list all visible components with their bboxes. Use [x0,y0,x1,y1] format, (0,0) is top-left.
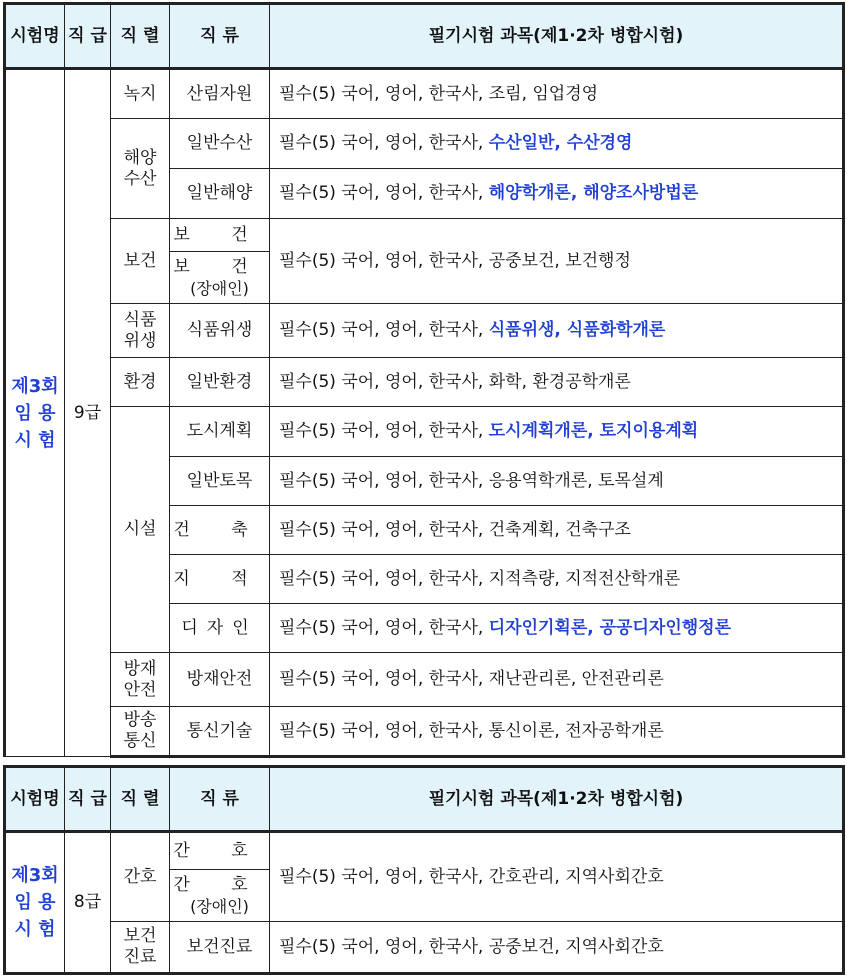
subjects-cell [270,922,844,974]
header-grade: 직 급 [65,4,111,69]
subjects-cell [270,707,844,757]
subjects-cell [270,119,844,169]
specific-subjects: 식품위생, 식품화학개론 [488,320,666,340]
category-cell: 디자인 [170,604,270,653]
category-cell: 지 적 [170,555,270,604]
subjects-cell [270,304,844,358]
specific-subjects: 재난관리론, 안전관리론 [488,669,664,689]
exam-name-cell [5,832,65,974]
exam-subjects-table-8grade [3,765,845,975]
common-subjects: 필수(5) 국어, 영어, 한국사, [279,371,489,392]
specific-subjects: 수산일반, 수산경영 [488,133,633,153]
specific-subjects: 건축계획, 건축구조 [488,519,631,540]
category-cell: 보건진료 [170,922,270,974]
series-line: 통신 [123,731,157,751]
specific-subjects: 지적측량, 지적전산학개론 [488,568,681,589]
table-header-row [5,4,844,69]
table-row [5,219,844,252]
header-category: 직 류 [170,4,270,69]
series-cell-health-care [111,922,170,974]
series-line: 방송 [123,710,157,730]
table-row [5,707,844,757]
table-row [5,358,844,407]
table-row [5,922,844,974]
category-cell: 산림자원 [170,69,270,119]
header-subjects: 필기시험 과목(제1·2차 병합시험) [270,767,844,832]
category-cell [170,870,270,922]
specific-subjects: 간호관리, 지역사회간호 [488,866,664,887]
common-subjects: 필수(5) 국어, 영어, 한국사, [279,519,489,540]
category-cell: 도시계획 [170,407,270,457]
specific-subjects: 화학, 환경공학개론 [488,371,631,392]
specific-subjects: 도시계획개론, 토지이용계획 [488,421,699,441]
common-subjects: 필수(5) 국어, 영어, 한국사, [279,669,489,689]
category-sub-line: (장애인) [190,278,249,298]
series-cell-broadcast [111,707,170,757]
common-subjects: 필수(5) 국어, 영어, 한국사, [279,183,489,203]
subjects-cell [270,832,844,922]
series-cell-nursing: 간호 [111,832,170,922]
subjects-cell [270,506,844,555]
series-line: 진료 [123,947,157,967]
series-line: 안전 [123,679,157,700]
series-line: 수산 [123,168,157,189]
series-line: 위생 [123,330,157,351]
subjects-cell [270,457,844,506]
exam-line-3: 시 험 [14,429,56,451]
common-subjects: 필수(5) 국어, 영어, 한국사, [279,421,489,441]
specific-subjects: 응용역학개론, 토목설계 [488,470,664,491]
exam-line-1: 제3회 [11,865,59,886]
header-grade: 직 급 [65,767,111,832]
common-subjects: 필수(5) 국어, 영어, 한국사, [279,568,489,589]
header-series: 직 렬 [111,4,170,69]
category-cell: 통신기술 [170,707,270,757]
common-subjects: 필수(5) 국어, 영어, 한국사, [279,133,489,153]
subjects-cell [270,407,844,457]
series-line: 해양 [123,147,157,168]
series-line: 방재 [123,658,157,679]
common-subjects: 필수(5) 국어, 영어, 한국사, [279,250,489,271]
specific-subjects: 조림, 임업경영 [488,83,599,104]
series-line: 식품 [123,309,157,330]
series-cell-disaster [111,653,170,707]
table-header-row [5,767,844,832]
header-exam-name: 시험명 [5,4,65,69]
category-sub-line: (장애인) [190,896,249,916]
specific-subjects: 공중보건, 지역사회간호 [488,936,664,957]
grade-cell: 9급 [65,69,111,757]
category-cell: 일반수산 [170,119,270,169]
common-subjects: 필수(5) 국어, 영어, 한국사, [279,866,489,887]
common-subjects: 필수(5) 국어, 영어, 한국사, [279,320,489,340]
category-cell: 방재안전 [170,653,270,707]
header-exam-name: 시험명 [5,767,65,832]
exam-line-2: 임 용 [14,892,56,913]
category-cell: 일반환경 [170,358,270,407]
subjects-cell [270,555,844,604]
header-series: 직 렬 [111,767,170,832]
exam-line-2: 임 용 [14,402,56,424]
series-line: 보건 [123,926,157,946]
common-subjects: 필수(5) 국어, 영어, 한국사, [279,470,489,491]
specific-subjects: 공중보건, 보건행정 [488,250,631,271]
series-cell-food [111,304,170,358]
subjects-cell [270,653,844,707]
exam-line-3: 시 험 [14,919,56,940]
common-subjects: 필수(5) 국어, 영어, 한국사, [279,617,489,638]
category-line: 간 호 [173,874,266,895]
category-cell: 일반해양 [170,169,270,219]
grade-cell: 8급 [65,832,111,974]
specific-subjects: 해양학개론, 해양조사방법론 [488,183,699,203]
exam-subjects-table-9grade [3,2,845,758]
specific-subjects: 디자인기획론, 공공디자인행정론 [488,617,732,638]
table-row [5,69,844,119]
exam-name-cell [5,69,65,757]
subjects-cell [270,358,844,407]
series-cell-marine [111,119,170,219]
table-row [5,653,844,707]
subjects-cell [270,219,844,304]
common-subjects: 필수(5) 국어, 영어, 한국사, [279,83,489,104]
category-line: 보 건 [173,256,266,277]
subjects-cell [270,169,844,219]
common-subjects: 필수(5) 국어, 영어, 한국사, [279,936,489,957]
table-row [5,407,844,457]
subjects-cell [270,69,844,119]
series-cell-forest: 녹지 [111,69,170,119]
header-category: 직 류 [170,767,270,832]
category-cell: 건 축 [170,506,270,555]
header-subjects: 필기시험 과목(제1·2차 병합시험) [270,4,844,69]
table-row [5,304,844,358]
specific-subjects: 통신이론, 전자공학개론 [488,720,664,741]
exam-line-1: 제3회 [11,375,59,397]
category-cell: 보 건 [170,219,270,252]
series-cell-health: 보건 [111,219,170,304]
category-cell: 식품위생 [170,304,270,358]
table-row [5,119,844,169]
series-cell-facility: 시설 [111,407,170,653]
category-cell: 일반토목 [170,457,270,506]
subjects-cell [270,604,844,653]
common-subjects: 필수(5) 국어, 영어, 한국사, [279,720,489,741]
table-row [5,832,844,870]
series-cell-env: 환경 [111,358,170,407]
category-cell: 간 호 [170,832,270,870]
category-cell [170,252,270,304]
